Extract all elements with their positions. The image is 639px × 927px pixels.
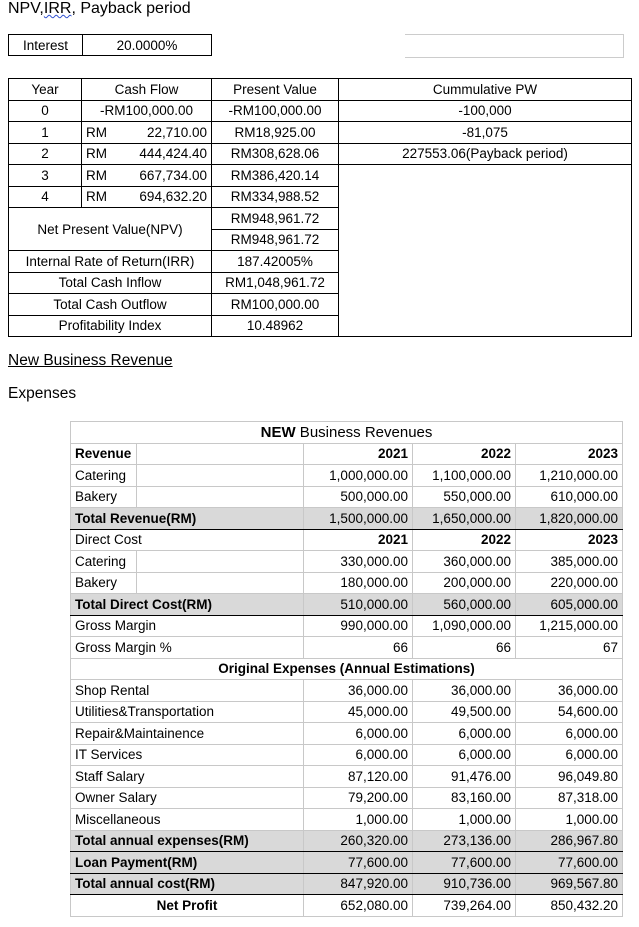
table-row (71, 551, 623, 573)
cash-flow-value: 444,424.40 (139, 146, 207, 162)
value-cell: 87,120.00 (304, 766, 413, 788)
table-row (71, 680, 623, 702)
section-heading: Original Expenses (Annual Estimations) (71, 658, 623, 680)
npv-table (8, 78, 632, 337)
table-row (71, 701, 623, 723)
year-header: 2021 (304, 443, 413, 465)
column-header: Year (9, 79, 82, 101)
row-label: Gross Margin % (71, 637, 304, 659)
value-cell: 77,600.00 (304, 852, 413, 874)
empty-cell-border (405, 34, 624, 58)
table-row (71, 615, 623, 637)
present-value-cell: RM386,420.14 (212, 165, 339, 187)
value-cell: 500,000.00 (304, 486, 413, 508)
new-business-revenue-link[interactable]: New Business Revenue (8, 352, 173, 369)
table-row (9, 100, 632, 122)
value-cell: 45,000.00 (304, 701, 413, 723)
value-cell: 1,000.00 (413, 809, 516, 831)
value-cell: 200,000.00 (413, 572, 516, 594)
value-cell: 847,920.00 (304, 873, 413, 895)
interest-label: Interest (9, 35, 83, 56)
page-title (8, 0, 191, 18)
year-cell: 3 (9, 165, 82, 187)
present-value-cell: -RM100,000.00 (212, 100, 339, 122)
value-cell: 739,264.00 (413, 895, 516, 917)
table-row (71, 787, 623, 809)
value-cell: 91,476.00 (413, 766, 516, 788)
value-cell: 6,000.00 (304, 744, 413, 766)
cumulative-pw-cell: -81,075 (339, 122, 632, 144)
value-cell: 652,080.00 (304, 895, 413, 917)
value-cell: 273,136.00 (413, 830, 516, 852)
empty-cell (137, 572, 304, 594)
value-cell: 330,000.00 (304, 551, 413, 573)
value-cell: 385,000.00 (516, 551, 623, 573)
interest-table (8, 34, 212, 56)
value-cell: 36,000.00 (516, 680, 623, 702)
npv-label: Net Present Value(NPV) (9, 208, 212, 251)
value-cell: 66 (413, 637, 516, 659)
row-label: IT Services (71, 744, 304, 766)
row-label: Miscellaneous (71, 809, 304, 831)
cash-flow-cell (82, 143, 212, 165)
row-label: Direct Cost (71, 529, 304, 551)
table-row (71, 744, 623, 766)
year-header: 2022 (413, 443, 516, 465)
year-header: 2022 (413, 529, 516, 551)
row-label: Revenue (71, 443, 137, 465)
value-cell: 83,160.00 (413, 787, 516, 809)
year-cell: 2 (9, 143, 82, 165)
empty-cell (137, 551, 304, 573)
value-cell: 77,600.00 (413, 852, 516, 874)
row-label: Catering (71, 465, 137, 487)
value-cell: 220,000.00 (516, 572, 623, 594)
cash-flow-value: 694,632.20 (139, 189, 207, 205)
value-cell: 6,000.00 (304, 723, 413, 745)
table-row (71, 723, 623, 745)
year-cell: 0 (9, 100, 82, 122)
header-row (9, 79, 632, 101)
cash-flow-value: 667,734.00 (139, 167, 207, 183)
table-row (71, 637, 623, 659)
empty-cell (137, 465, 304, 487)
value-cell: 510,000.00 (304, 594, 413, 616)
column-header: Present Value (212, 79, 339, 101)
row-label: Bakery (71, 486, 137, 508)
value-cell: 6,000.00 (413, 744, 516, 766)
table-row (9, 143, 632, 165)
value-cell: 1,090,000.00 (413, 615, 516, 637)
row-label: Total annual cost(RM) (71, 873, 304, 895)
total-row (71, 508, 623, 530)
value-cell: 1,500,000.00 (304, 508, 413, 530)
value-cell: 1,650,000.00 (413, 508, 516, 530)
row-label: Owner Salary (71, 787, 304, 809)
currency-prefix: RM (86, 189, 107, 205)
table-row (71, 766, 623, 788)
summary-label: Internal Rate of Return(IRR) (9, 251, 212, 273)
value-cell: 360,000.00 (413, 551, 516, 573)
table-row (71, 809, 623, 831)
currency-prefix: RM (86, 124, 107, 140)
table-row (71, 486, 623, 508)
cumulative-pw-cell: 227553.06(Payback period) (339, 143, 632, 165)
summary-label: Total Cash Inflow (9, 272, 212, 294)
value-cell: 54,600.00 (516, 701, 623, 723)
expenses-heading: Expenses (8, 385, 77, 402)
row-label: Utilities&Transportation (71, 701, 304, 723)
value-cell: 1,000.00 (304, 809, 413, 831)
currency-prefix: RM (86, 167, 107, 183)
value-cell: 1,000,000.00 (304, 465, 413, 487)
value-cell: 850,432.20 (516, 895, 623, 917)
cumulative-pw-cell: -100,000 (339, 100, 632, 122)
value-cell: 1,215,000.00 (516, 615, 623, 637)
cash-flow-cell (82, 165, 212, 187)
summary-value: 187.42005% (212, 251, 339, 273)
value-cell: 990,000.00 (304, 615, 413, 637)
total-row (71, 594, 623, 616)
empty-cell (137, 486, 304, 508)
table-row (71, 529, 623, 551)
value-cell: 1,100,000.00 (413, 465, 516, 487)
year-cell: 1 (9, 122, 82, 144)
year-header: 2023 (516, 529, 623, 551)
table-row (71, 895, 623, 917)
empty-cell (137, 443, 304, 465)
value-cell: 610,000.00 (516, 486, 623, 508)
table-row (9, 122, 632, 144)
summary-value: RM100,000.00 (212, 294, 339, 316)
value-cell: 560,000.00 (413, 594, 516, 616)
present-value-cell: RM334,988.52 (212, 186, 339, 208)
value-cell: 77,600.00 (516, 852, 623, 874)
npv-value: RM948,961.72 (212, 229, 339, 251)
value-cell: 67 (516, 637, 623, 659)
title-rest: Business Revenues (295, 423, 433, 441)
row-label: Catering (71, 551, 137, 573)
business-revenues-table (70, 421, 623, 917)
table-title (71, 422, 623, 444)
summary-label: Total Cash Outflow (9, 294, 212, 316)
value-cell: 910,736.00 (413, 873, 516, 895)
summary-value: 10.48962 (212, 315, 339, 337)
cash-flow-cell: -RM100,000.00 (82, 100, 212, 122)
row-label: Total Direct Cost(RM) (71, 594, 304, 616)
row-label: Staff Salary (71, 766, 304, 788)
table-row (71, 443, 623, 465)
row-label: Gross Margin (71, 615, 304, 637)
value-cell: 260,320.00 (304, 830, 413, 852)
table-row (71, 465, 623, 487)
value-cell: 36,000.00 (413, 680, 516, 702)
value-cell: 969,567.80 (516, 873, 623, 895)
value-cell: 49,500.00 (413, 701, 516, 723)
year-cell: 4 (9, 186, 82, 208)
value-cell: 6,000.00 (516, 723, 623, 745)
summary-value: RM1,048,961.72 (212, 272, 339, 294)
row-label: Bakery (71, 572, 137, 594)
currency-prefix: RM (86, 146, 107, 162)
row-label: Total annual expenses(RM) (71, 830, 304, 852)
row-label: Net Profit (71, 895, 304, 917)
title-bold: NEW (260, 423, 296, 441)
present-value-cell: RM308,628.06 (212, 143, 339, 165)
value-cell: 36,000.00 (304, 680, 413, 702)
value-cell: 286,967.80 (516, 830, 623, 852)
value-cell: 550,000.00 (413, 486, 516, 508)
section-row (71, 658, 623, 680)
title-irr: IRR (43, 0, 72, 17)
title-prefix: NPV, (8, 0, 44, 17)
value-cell: 87,318.00 (516, 787, 623, 809)
table-row (9, 165, 632, 187)
row-label: Shop Rental (71, 680, 304, 702)
value-cell: 1,210,000.00 (516, 465, 623, 487)
present-value-cell: RM18,925.00 (212, 122, 339, 144)
total-row (71, 852, 623, 874)
value-cell: 1,820,000.00 (516, 508, 623, 530)
year-header: 2021 (304, 529, 413, 551)
value-cell: 96,049.80 (516, 766, 623, 788)
column-header: Cash Flow (82, 79, 212, 101)
cash-flow-cell (82, 122, 212, 144)
value-cell: 6,000.00 (516, 744, 623, 766)
cash-flow-value: 22,710.00 (146, 124, 207, 140)
value-cell: 79,200.00 (304, 787, 413, 809)
npv-value: RM948,961.72 (212, 208, 339, 230)
row-label: Loan Payment(RM) (71, 852, 304, 874)
value-cell: 180,000.00 (304, 572, 413, 594)
title-suffix: , Payback period (71, 0, 191, 17)
table-row (71, 572, 623, 594)
total-row (71, 873, 623, 895)
value-cell: 1,000.00 (516, 809, 623, 831)
row-label: Total Revenue(RM) (71, 508, 304, 530)
interest-value: 20.0000% (83, 35, 212, 56)
value-cell: 605,000.00 (516, 594, 623, 616)
cash-flow-cell (82, 186, 212, 208)
cumulative-pw-empty (339, 165, 632, 337)
value-cell: 6,000.00 (413, 723, 516, 745)
summary-label: Profitability Index (9, 315, 212, 337)
value-cell: 66 (304, 637, 413, 659)
row-label: Repair&Maintainence (71, 723, 304, 745)
year-header: 2023 (516, 443, 623, 465)
total-row (71, 830, 623, 852)
column-header: Cummulative PW (339, 79, 632, 101)
